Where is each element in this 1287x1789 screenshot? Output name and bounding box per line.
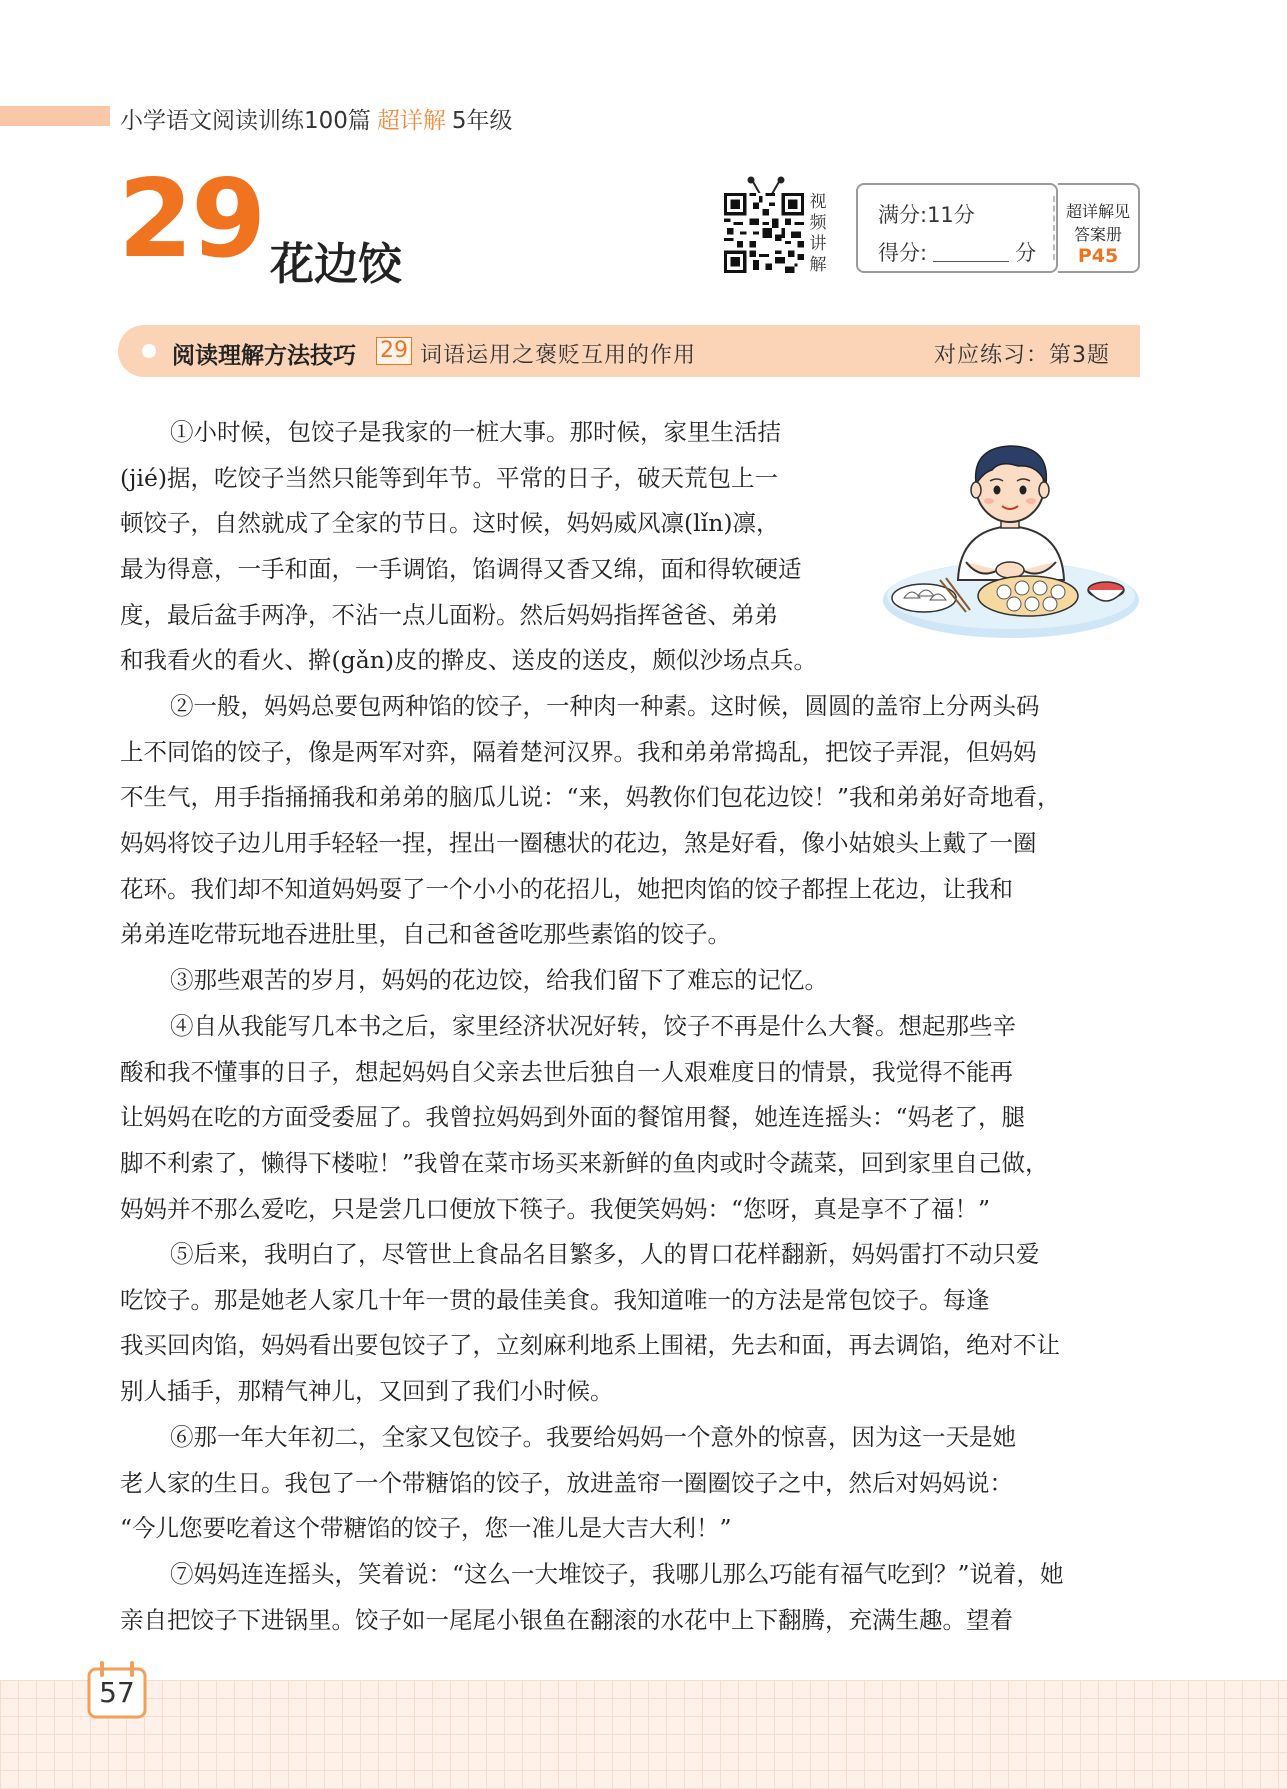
qr-caption-char: 讲 bbox=[809, 234, 827, 254]
practice-reference: 对应练习：第3题 bbox=[934, 343, 1110, 368]
qr-caption-char: 频 bbox=[809, 213, 827, 233]
full-score: 满分:11分 bbox=[878, 203, 975, 227]
paragraph-7 bbox=[120, 1552, 1064, 1643]
answer-tab-line2: 答案册 bbox=[1073, 225, 1122, 244]
text-line: “今儿您要吃着这个带糖馅的饺子，您一准儿是大吉大利！” bbox=[120, 1514, 732, 1543]
paragraph-6 bbox=[120, 1415, 1016, 1552]
score-label: 得分: bbox=[878, 241, 928, 265]
answer-tab-line1: 超详解见 bbox=[1065, 202, 1130, 221]
paragraph-3 bbox=[120, 958, 828, 1004]
book-header bbox=[120, 102, 513, 135]
paragraph-5 bbox=[120, 1232, 1060, 1415]
text-line: ④自从我能写几本书之后，家里经济状况好转，饺子不再是什么大餐。想起那些辛 bbox=[170, 1012, 1016, 1040]
paragraph-4 bbox=[120, 1004, 1049, 1232]
text-line: 老人家的生日。我包了一个带糖馅的饺子，放进盖帘一圈圈饺子之中，然后对妈妈说： bbox=[120, 1468, 1013, 1497]
text-line: 度，最后盆手两净，不沾一点儿面粉。然后妈妈指挥爸爸、弟弟 bbox=[120, 600, 778, 629]
answer-reference-tab bbox=[1058, 183, 1140, 273]
score-blank[interactable] bbox=[933, 243, 1009, 262]
text-line: ②一般，妈妈总要包两种馅的饺子，一种肉一种素。这时候，圆圆的盖帘上分两头码 bbox=[170, 692, 1040, 720]
book-title: 小学语文阅读训练100篇 bbox=[120, 108, 371, 134]
method-text: 词语运用之褒贬互用的作用 bbox=[420, 343, 697, 368]
text-line: 和我看火的看火、擀(gǎn)皮的擀皮、送皮的送皮，颇似沙场点兵。 bbox=[120, 646, 818, 675]
paragraph-1 bbox=[120, 410, 817, 684]
text-line: 花环。我们却不知道妈妈耍了一个小小的花招儿，她把肉馅的饺子都捏上花边，让我和 bbox=[120, 874, 1013, 903]
method-number: 29 bbox=[376, 337, 412, 365]
text-line: ⑥那一年大年初二，全家又包饺子。我要给妈妈一个意外的惊喜，因为这一天是她 bbox=[170, 1423, 1016, 1451]
method-label: 阅读理解方法技巧 bbox=[172, 343, 356, 369]
accent-label: 超详解 bbox=[376, 108, 446, 134]
grade-label: 5年级 bbox=[451, 108, 513, 134]
text-line: 脚不利索了，懒得下楼啦！”我曾在菜市场买来新鲜的鱼肉或时令蔬菜，回到家里自己做， bbox=[120, 1149, 1049, 1178]
text-line: 顿饺子，自然就成了全家的节日。这时候，妈妈威风凛(lǐn)凛， bbox=[120, 509, 780, 538]
qr-caption-char: 视 bbox=[809, 192, 827, 212]
method-bar bbox=[118, 325, 1140, 377]
score-field[interactable] bbox=[878, 237, 1036, 267]
qr-code-icon[interactable] bbox=[724, 193, 804, 273]
bullet-dot-icon bbox=[142, 344, 156, 358]
qr-caption-char: 解 bbox=[809, 255, 827, 275]
text-line: 最为得意，一手和面，一手调馅，馅调得又香又绵，面和得软硬适 bbox=[120, 555, 802, 584]
header-stripe bbox=[0, 106, 110, 126]
text-line: 不生气，用手指捅捅我和弟弟的脑瓜儿说：“来，妈教你们包花边饺！”我和弟弟好奇地看， bbox=[120, 783, 1061, 812]
text-line: 酸和我不懂事的日子，想起妈妈自父亲去世后独自一人艰难度日的情景，我觉得不能再 bbox=[120, 1057, 1013, 1086]
text-line: 妈妈并不那么爱吃，只是尝几口便放下筷子。我便笑妈妈：“您呀，真是享不了福！” bbox=[120, 1194, 991, 1223]
text-line: ⑦妈妈连连摇头，笑着说：“这么一大堆饺子，我哪儿那么巧能有福气吃到？”说着，她 bbox=[170, 1560, 1064, 1588]
text-line: ⑤后来，我明白了，尽管世上食品名目繁多，人的胃口花样翻新，妈妈雷打不动只爱 bbox=[170, 1240, 1040, 1268]
text-line: 亲自把饺子下进锅里。饺子如一尾尾小银鱼在翻滚的水花中上下翻腾，充满生趣。望着 bbox=[120, 1605, 1013, 1634]
text-line: 弟弟连吃带玩地吞进肚里，自己和爸爸吃那些素馅的饺子。 bbox=[120, 920, 731, 949]
footer-grid-background bbox=[0, 1680, 1287, 1789]
page-number: 57 bbox=[99, 1676, 135, 1709]
text-line: 妈妈将饺子边儿用手轻轻一捏，捏出一圈穗状的花边，煞是好看，像小姑娘头上戴了一圈 bbox=[120, 829, 1037, 858]
text-line: 让妈妈在吃的方面受委屈了。我曾拉妈妈到外面的餐馆用餐，她连连摇头：“妈老了，腿 bbox=[120, 1103, 1026, 1132]
text-line: ③那些艰苦的岁月，妈妈的花边饺，给我们留下了难忘的记忆。 bbox=[170, 966, 828, 994]
qr-caption bbox=[808, 192, 828, 276]
score-unit: 分 bbox=[1015, 241, 1037, 265]
text-line: 吃饺子。那是她老人家几十年一贯的最佳美食。我知道唯一的方法是常包饺子。每逢 bbox=[120, 1285, 990, 1314]
text-line: 我买回肉馅，妈妈看出要包饺子了，立刻麻利地系上围裙，先去和面，再去调馅，绝对不让 bbox=[120, 1331, 1060, 1360]
lesson-number: 29 bbox=[118, 157, 265, 282]
paragraph-2 bbox=[120, 684, 1061, 958]
answer-page-ref: P45 bbox=[1077, 245, 1119, 267]
lesson-title: 花边饺 bbox=[270, 239, 402, 290]
text-line: 别人插手，那精气神儿，又回到了我们小时候。 bbox=[120, 1377, 614, 1406]
score-box bbox=[856, 183, 1058, 273]
text-line: 上不同馅的饺子，像是两军对弈，隔着楚河汉界。我和弟弟常捣乱，把饺子弄混，但妈妈 bbox=[120, 737, 1037, 766]
boy-making-dumplings-illustration bbox=[880, 430, 1142, 648]
text-line: (jié)据，吃饺子当然只能等到年节。平常的日子，破天荒包上一 bbox=[120, 463, 779, 492]
text-line: ①小时候，包饺子是我家的一桩大事。那时候，家里生活拮 bbox=[170, 418, 781, 446]
